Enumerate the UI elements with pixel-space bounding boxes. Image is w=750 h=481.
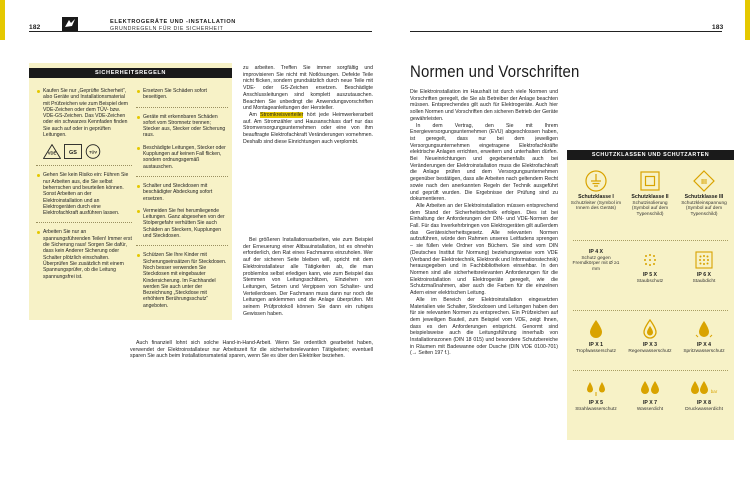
ipx1-cell [569,318,623,354]
divider [573,370,728,371]
rain-icon [639,318,661,340]
ip-desc: Staubschutz [636,278,664,284]
paragraph: Alle Arbeiten an der Elektroinstallation müssen entsprechend dem Stand der Sicherheitstechnik erfolgen. Dies ist bei Einhaltung der Anforderungen der DIN- und VDE-Normen der Fall. Für das Inverkehrbringen von Elektrogeräten gilt außerdem das Gerätesicherheitsgesetz. Alle relevanten Normen aufzuführen, würde den Rahmen unseres Leitfadens sprengen – sie füllen viele Ordner von Büchern. Sie sind vom DIN (Deutsches Institut für Normung) beziehungsweise vom VDE (Verband der Elektrotechnik, Elektronik und Informationstechnik) herausgegeben und in Fachbibliotheken einsehbar. In den Normen sind alle sicherheitsrelevanten Anforderungen für die Elektroinstallation und Elektrogeräte geregelt, wie die Schutzmaßnahmen, aber auch die Farben für die einzelnen Adern einer elektrischen Leitung. [410,202,558,297]
jet-icon [584,378,608,398]
divider [573,240,728,241]
class-1-cell [569,170,623,212]
ground-icon [585,170,607,192]
diamond-icon [693,170,715,192]
ip-desc: Staubdicht [692,278,716,284]
section-subtitle: GRUNDREGELN FÜR DIE SICHERHEIT [110,26,224,32]
ip-title: IP 5 X [642,272,658,278]
dust-icon [640,250,660,270]
safety-rule: Vermeiden Sie frei herumliegende Leitungen. Ganz abgesehen von der Stolpergefahr verhütten Sie auch Schäden an Steckern, Kupplungen und Steckdosen. [136,208,228,239]
ip5x-cell [623,250,677,284]
drop-icon [587,318,605,340]
ip-title: IP X 8 [696,400,712,406]
tuv-mark-icon [85,144,101,159]
ip-title: IP X 7 [642,400,658,406]
ip-desc: Schutz gegen Fremdkörper mit Ø ≥1 mm [572,255,620,272]
svg-text:GS: GS [69,150,77,157]
paragraph: Auch finanziell lohnt sich solche Hand-in-Hand-Arbeit. Wenn Sie ordentlich gearbeitet haben, verwendet der Elektroinstallateur nur Arbeitszeit für die sicherheitsrelevanten Tätigkeiten; eventuell sparen Sie auch beim Installationsmaterial sparen, wenn Sie es über den Elektriker beziehen. [130,340,373,360]
divider [573,310,728,311]
vde-mark-icon [43,144,61,159]
header-rule-left [29,31,42,32]
ip-desc: Strahlwasserschutz [575,406,617,412]
safety-rules-heading: SICHERHEITSREGELN [29,68,232,78]
divider [136,107,228,108]
ip4x-cell [569,250,623,272]
ipx4-cell [677,318,731,354]
dust-tight-icon [694,250,714,270]
body-text-middle [243,65,373,145]
paragraph: Am Stromkreisverteiler hört jede Heimwerkerarbeit auf. Am Stromzähler und Hausanschluss darf nur das Stromversorgungsunternehmen oder eine von ihm beauftragte Elektrofachkraft Veränderungen vornehmen. Deshalb sind diese Einrichtungen auch verplombt. [243,111,373,145]
test-marks [43,144,132,159]
ipx3-cell [623,318,677,354]
body-text-middle-2 [243,237,373,317]
paragraph: In dem Vertrag, den Sie mit Ihrem Energieversorgungsunternehmen (EVU) abgeschlossen haben, ist geregelt, dass nur bei dem jeweiligen Versorgungsunternehmen eingetragene Elektrofachkräfte elektrische Anlagen errichten, erweitern und unterhalten dürfen. Bei Neueinrichtungen und gegebenenfalls auch bei Veränderungen der Elektroinstallation muss die Elektrofachkraft die Anlage prüfen und dem Versorgungsunternehmen gegenüber bestätigen, dass alle Arbeiten nach geltendem Recht sowie nach den anerkannten Regeln der Technik ausgeführt und geprüft wurden. Die Ergebnisse der Prüfung sind zu dokumentieren. [410,122,558,203]
page-number-left: 182 [29,24,41,31]
highlighted-term: Stromkreisverteiler [260,111,304,118]
safety-rule: Ersetzen Sie Schäden sofort beseitigen. [136,88,228,101]
ip-desc: Wasserdicht [636,406,664,412]
ip-title: IP 6 X [696,272,712,278]
safety-rule: Kaufen Sie nur „Geprüfte Sicherheit“, also Geräte und Installationsmaterial mit Prüfzeichen wie zum Beispiel dem VDE-Zeichen oder dem TÜV- bzw. VDE-GS-Zeichen. Das VDE-Zeichen oder ein schwarzes Kennfaden finden Sie auch auf oder in geprüften Leitungen. [36,88,132,138]
panel-heading: SCHUTZKLASSEN UND SCHUTZARTEN [567,150,734,160]
paragraph: Alle im Bereich der Elektroinstallation eingesetzten Materialien wie Schalter, Steckdosen und Leitungen haben den für sie relevanten Normen zu entsprechen. Ein Prüfzeichen auf dem jeweiligen Bauteil, zum Beispiel vom VDE, zeigt Ihnen, dass es den Anforderungen entspricht. Genormt sind beispielsweise auch die Leitungsführung innerhalb von Installationszonen (DIN 18 015) und besondere Schutzbereiche in Räumen mit Badewanne oder Dusche (DIN VDE 0100-701) (→ Seiten 197 f.). [410,296,558,357]
ipx5-cell [569,378,623,412]
safety-rules-box [29,63,232,320]
safety-col-2 [136,88,228,315]
left-accent-bar [0,0,5,40]
page-heading: Normen und Vorschriften [410,62,580,81]
double-square-icon [639,170,661,192]
class-desc: Schutzkleinspannung (Symbol auf dem Typenschild) [681,200,727,217]
safety-rule: Schalter und Steckdosen mit beschädigter Abdeckung sofort ersetzen. [136,183,228,202]
ip-title: IP 4 X [588,249,604,255]
divider [136,176,228,177]
ipx7-cell [623,378,677,412]
ip-desc: Regenwasserschutz [628,348,672,354]
ip6x-cell [677,250,731,284]
protection-classes-panel [567,150,734,440]
magazine-logo-icon [62,17,78,31]
ip-desc: Tropfwasserschutz [575,348,617,354]
safety-rule: Gehen Sie kein Risiko ein: Führen Sie nur Arbeiten aus, die Sie selbst beherrschen und beurteilen können. Sonst Arbeiten an der Elektroinstallation und an Elektrogeräten durch eine Elektrofachkraft ausführen lassen. [36,172,132,216]
safety-col-1 [36,88,132,286]
class-3-cell [677,170,731,217]
class-desc: Schutzleiter (Symbol im Innern des Geräts) [570,200,622,212]
right-accent-bar [745,0,750,40]
class-title: Schutzklasse I [578,194,614,200]
class-desc: Schutzisolierung (Symbol auf dem Typenschild) [631,200,669,217]
body-text-right [410,89,558,357]
ipx8-cell [677,378,731,412]
ip-title: IP X 5 [588,400,604,406]
splash-icon [693,318,715,340]
ip-title: IP X 3 [642,342,658,348]
pressure-label: bar [710,389,718,394]
section-title: ELEKTROGERÄTE UND -INSTALLATION [110,19,236,25]
svg-text:III: III [701,179,707,186]
page-number-right: 183 [712,24,724,31]
header-rule-right [410,31,722,32]
divider [36,222,132,223]
pressure-water-icon [689,378,719,398]
divider [136,245,228,246]
ip-title: IP X 4 [696,342,712,348]
class-title: Schutzklasse II [631,194,669,200]
body-text-bottom [130,340,373,360]
ip-desc: Druckwasserdicht [685,406,723,412]
safety-rule: Arbeiten Sie nur an spannungsführenden Teilen! Immer erst die Sicherung raus! Sorgen Sie dafür, dass kein Anderer Sicherung oder Schalter plötzlich einschalten. Überprüfen Sie zusätzlich mit einem Spannungsprüfer, ob die Leitung spannungsfrei ist. [36,229,132,279]
svg-text:TÜV: TÜV [89,149,97,155]
safety-rule: Schützen Sie Ihre Kinder mit Sicherungseinsätzen für Steckdosen. Noch besser verwenden Sie Steckdosen mit eingebauter Kindersicherung. Im Fachhandel werden Sie auch unter der Bezeichnung „Steckdose mit erhöhtem Berührungsschutz“ angeboten. [136,252,228,309]
paragraph: Die Elektroinstallation im Haushalt ist durch viele Normen und Vorschriften geregelt, die Sie als Betreiber der Anlage beachten müssen. Entsprechendes gilt auch für Elektrogeräte. Auch hier sollen Normen und Vorschriften den sicheren Betrieb der Geräte gewährleisten. [410,89,558,122]
svg-text:VDE: VDE [47,150,57,156]
waterproof-icon [638,378,662,398]
safety-rule: Beschädigte Leitungen, Stecker oder Kupplungen auf keinen Fall flicken, sondern ordnungsgemäß austauschen. [136,145,228,170]
paragraph: Bei größeren Installationsarbeiten, wie zum Beispiel der Erneuerung einer Altbauinstallation, ist es ohnehin erforderlich, den Rat eines Fachmanns einzuholen. Wer auf der sicheren Seite bleiben will, spricht mit dem Elektroinstallateur alle Tätigkeiten ab, die man problemlos selbst erledigen kann, wie zum Beispiel das Stemmen von Leitungsschlitzen, Einziehen von Leitungen, Setzen und Vergipsen von Schalter- und Verteilerdosen. Der Fachmann muss dann nur noch die Leitungen anklemmen und die Anlage überprüfen. Mit seinem Prüfprotokoll können Sie dann ein ruhiges Gewissen haben. [243,237,373,317]
safety-rule: Geräte mit erkennbaren Schäden sofort vom Stromnetz trennen; Stecker aus, Stecker oder Sicherung raus. [136,114,228,139]
paragraph: zu arbeiten. Treffen Sie immer sorgfältig und improvisieren Sie nicht mit Notlösungen. Defekte Teile nicht flicken, sondern grundsätzlich durch neue Teile mit VDE- oder GS-Zeichen ersetzen. Beschädigte Anschlussleitungen sind komplett auszutauschen. Beachten Sie unbedingt die Anwendungsvorschriften und Montageanleitungen der Hersteller. [243,65,373,112]
ip-title: IP X 1 [588,342,604,348]
ip-desc: Spritzwasserschutz [683,348,725,354]
class-title: Schutzklasse III [684,194,724,200]
divider [36,165,132,166]
class-2-cell [623,170,677,217]
gs-mark-icon [64,144,82,159]
